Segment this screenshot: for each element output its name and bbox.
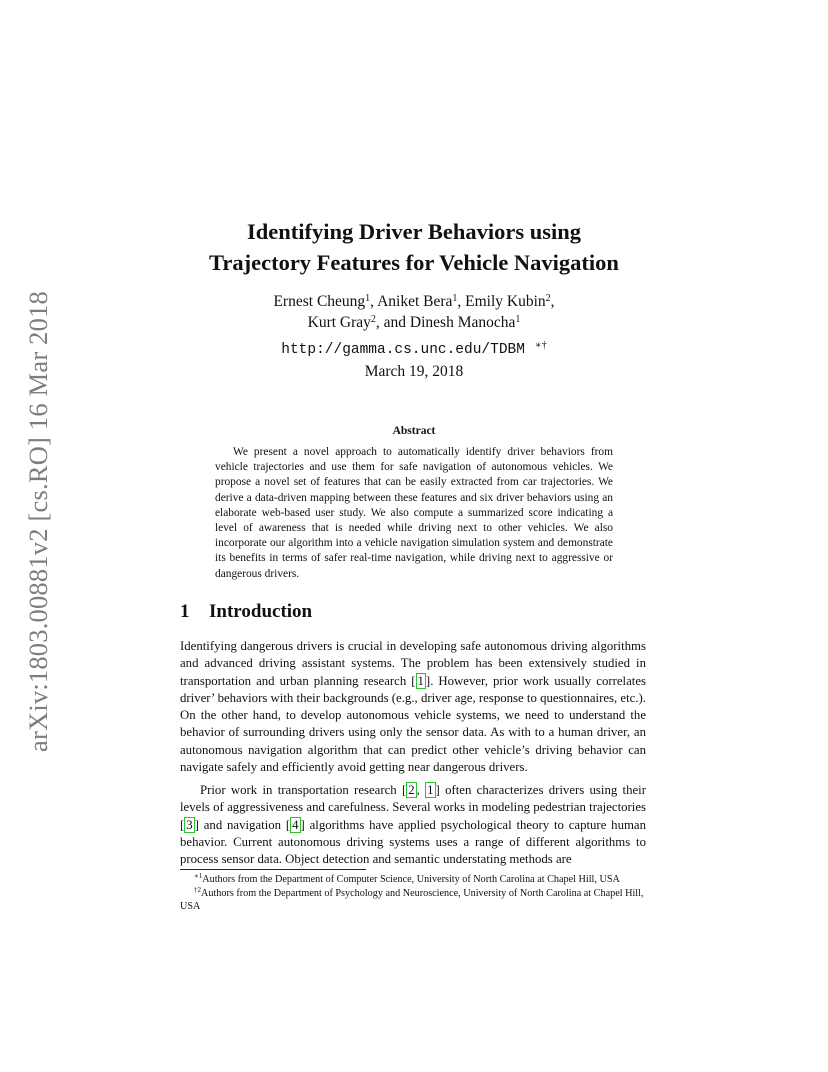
author-block: [150, 291, 678, 361]
author-name: , and Dinesh Manocha: [375, 314, 516, 331]
paragraph-text: algorithms have applied psychological theory to capture human behavior. Current autonomous driving systems uses a range of different algorithms to process sensor data. Object detection and semantic understating methods are: [180, 817, 647, 867]
paragraph-text: Prior work in transportation research [: [200, 783, 407, 797]
author-name: Ernest Cheung: [273, 293, 366, 310]
abstract-heading: Abstract: [392, 425, 436, 437]
footnote-divider: [180, 869, 366, 870]
paper-date: March 19, 2018: [364, 363, 464, 380]
paragraph-text: ] often characterizes drivers using their levels of aggressiveness and carefulness. Several works in modeling pedestrian trajectories: [180, 783, 646, 815]
section-number: 1: [180, 601, 190, 622]
title-line-1: Identifying Driver Behaviors using: [247, 219, 581, 244]
author-name: Kurt Gray: [307, 314, 371, 331]
paragraph-text: Identifying dangerous drivers is crucial in developing safe autonomous driving algorithms and advanced driving assistant systems. The problem has been extensively studied in transportation and urban planning research: [180, 639, 646, 688]
author-affiliation-mark: 1: [365, 293, 371, 304]
author-line-2: [150, 312, 678, 333]
footnote-2: [180, 887, 646, 914]
paragraph-text: . However, prior work usually correlates driver’ behaviors with their backgrounds (e.g., driver age, response to questionnaires, etc.). On the other hand, to develop autonomous vehicle systems, we need to understand the behavior of surrounding drivers using only the sensor data. As with to a human driver, an autonomous navigation algorithm that can predict other vehicle’s driving behavior can navigate safely and efficiently avoid getting near dangerous drivers.: [180, 673, 646, 775]
abstract-text: We present a novel approach to automatically identify driver behaviors from vehicle trajectories and use them for safe navigation of autonomous vehicles. We propose a novel set of features that can be easily extracted from car trajectories. We derive a data-driven mapping between these features and six driver behaviors using an elaborate web-based user study. We also compute a summarized score indicating a level of awareness that is needed while driving next to other vehicles. We also incorporate our algorithm into a vehicle navigation simulation system and demonstrate its benefits in terms of safer real-time navigation, while driving next to aggressive or dangerous drivers.: [215, 446, 613, 580]
author-affiliation-mark: 1: [452, 293, 458, 304]
author-name: , Emily Kubin: [457, 293, 546, 310]
title-line-2: Trajectory Features for Vehicle Navigation: [209, 250, 619, 275]
citation-link[interactable]: 2: [408, 783, 415, 797]
author-name: , Aniket Bera: [370, 293, 453, 310]
footnote-text: Authors from the Department of Psychology and Neuroscience, University of North Carolina at Chapel Hill, USA: [180, 888, 644, 913]
project-url-line: [150, 335, 678, 361]
arxiv-identifier: arXiv:1803.00881v2 [cs.RO] 16 Mar 2018: [22, 290, 53, 752]
citation-link[interactable]: 4: [292, 817, 299, 832]
citation-link[interactable]: 1: [427, 783, 434, 797]
author-affiliation-mark: 1: [515, 314, 521, 325]
paragraph-text: and navigation: [198, 817, 286, 832]
footnote-mark: †2: [194, 886, 201, 894]
author-affiliation-mark: 2: [545, 293, 551, 304]
citation-link[interactable]: 1: [417, 673, 424, 688]
author-line-1: [150, 291, 678, 312]
footnote-mark: ∗1: [194, 872, 203, 880]
arxiv-sidebar: [18, 282, 58, 760]
author-separator: ,: [550, 293, 555, 310]
author-affiliation-mark: 2: [370, 314, 376, 325]
paper-title: [150, 216, 678, 278]
footnote-1: [180, 873, 646, 886]
footnote-marks: ∗†: [534, 340, 547, 351]
paragraph-text: ,: [416, 783, 426, 797]
section-heading: [180, 601, 312, 623]
intro-paragraph-2: Prior work in transportation research [ 2 , 1 ] often characterizes drivers using their levels of aggressiveness and carefulness. Several works in modeling pedestrian trajectories [ 3 ] and navigation [ 4 ] algorithms have applied psychological theory to capture human behavior. Current autonomous driving systems uses a range of different algorithms to process sensor data. Object detection and semantic understating methods are: [180, 783, 647, 867]
section-title: Introduction: [209, 601, 313, 622]
project-url[interactable]: http://gamma.cs.unc.edu/TDBM: [281, 342, 525, 358]
footnote-text: Authors from the Department of Computer Science, University of North Carolina at Chapel Hill, USA: [202, 874, 620, 885]
citation-link[interactable]: 3: [186, 817, 193, 832]
intro-paragraph-1: Identifying dangerous drivers is crucial in developing safe autonomous driving algorithms and advanced driving assistant systems. The problem has been extensively studied in transportation and urban planning research [ 1 ]. However, prior work usually correlates driver’ behaviors with their backgrounds (e.g., driver age, response to questionnaires, etc.). On the other hand, to develop autonomous vehicle systems, we need to understand the behavior of surrounding drivers using only the sensor data. As with to a human driver, an autonomous navigation algorithm that can predict other vehicle’s driving behavior can navigate safely and efficiently avoid getting near dangerous drivers.: [180, 639, 646, 775]
